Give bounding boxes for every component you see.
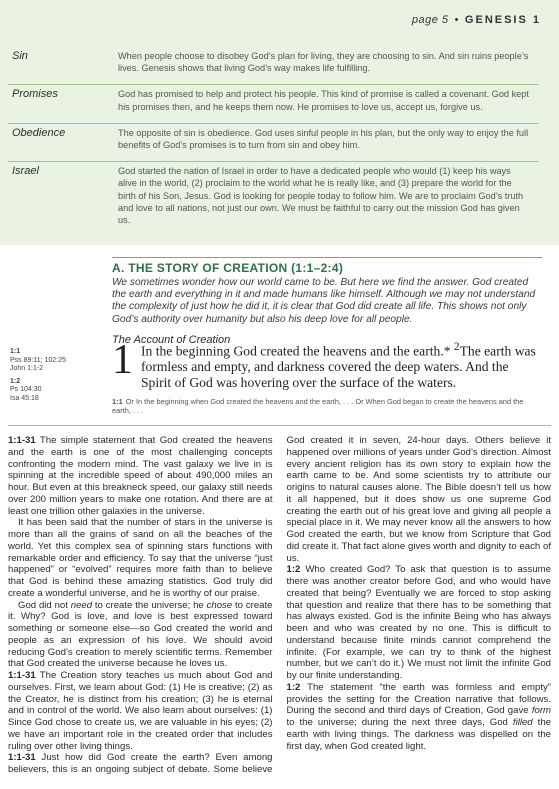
cross-reference — [10, 378, 100, 404]
verse-1: In the beginning God created the heavens and the earth.* — [141, 343, 454, 359]
emphasis: need — [70, 599, 93, 611]
page-number: page 5 — [411, 14, 449, 26]
theme-name: Obedience — [8, 123, 114, 155]
note-text: to create the universe; he — [92, 599, 207, 611]
footnote-text: Or In the beginning when God created the heavens and the earth, . . . Or When God began to create the heavens and the earth, . . . — [112, 397, 524, 415]
cross-references — [10, 348, 100, 408]
ref-verse: 1:1 — [10, 348, 21, 355]
note-text: The statement “the earth was formless and empty” provides the setting for the Creation narrative that follows. During the second and third days of Creation, God gave — [286, 681, 551, 717]
theme-row — [8, 161, 538, 230]
emphasis: chose — [206, 599, 233, 611]
theme-row — [8, 84, 538, 116]
page-header — [412, 14, 541, 26]
chapter-number: 1 — [112, 337, 133, 383]
study-note — [287, 682, 552, 753]
note-reference: 1:1-31 — [8, 435, 36, 446]
note-text: Who created God? To ask that question is to assume there was another creator before God, and who would have created that being? Eventually we are forced to stop asking that question and realize that there has to be something that has always existed. God is the infinite Being who has always been and who was created by no one. This is difficult to understand because finite minds cannot comprehend the infinite. (For example, we can try to think of the highest number, but we can’t do it.) We must not limit the infinite God by our finite understanding. — [286, 564, 551, 681]
cross-reference — [10, 348, 100, 374]
note-text: to the universe; during the next three days, God — [286, 717, 513, 728]
theme-description: When people choose to disobey God’s plan for living, they are choosing to sin. And sin ruins people’s lives. Genesis shows that living God’s way makes life fulfilling. — [118, 51, 529, 74]
header-separator: • — [454, 14, 459, 26]
section-heading: A. THE STORY OF CREATION (1:1–2:4) — [112, 257, 542, 275]
theme-name: Sin — [12, 50, 28, 62]
emphasis: filled — [512, 717, 533, 728]
study-note-paragraph: It has been said that the number of stars in the universe is more than all the grains of sand on all the beaches of the world. Yet this complex sea of spinning stars functions with remarkable order and efficiency. To say that the universe “just happened” or “evolved” requires more faith than to believe that God is behind these amazing statistics. God truly did create a wonderful universe, and he is worthy of our praise. — [8, 517, 273, 599]
ref-line: Isa 45:18 — [10, 394, 39, 402]
ref-line: Pss 89:11; 102:25 — [10, 356, 66, 364]
note-reference: 1:1-31 — [8, 752, 36, 764]
note-text: Just how did God create the earth? Even among believers, this is an ongoing subject of debate. Some believe God created it in seven, 24-hour days. Others believe it happened over millions of years under God’s direction. Almost every ancient religion has its own story to explain how the earth came to be. And some scientists try to attribute our origins to natural causes alone. The Bible doesn’t tell us how it all happened, but it does show us one supreme God creating the earth out of his great love and giving all people a special place in it. We may never know all the answers to how God created the earth, but we know from Scripture that God did create it. That fact alone gives worth and dignity to each of us. — [8, 435, 551, 775]
ref-verse: 1:2 — [10, 377, 21, 385]
study-note-paragraph — [8, 600, 273, 671]
section-divider — [8, 425, 551, 426]
note-reference: 1:1-31 — [8, 670, 36, 681]
theme-name: Promises — [8, 84, 114, 116]
book-title: GENESIS 1 — [464, 14, 541, 26]
note-text: to create it. Why? God is love, and love is best expressed toward something or someone else—so God created the world and people as an expression of his love. We should avoid reducing God’s creation to merely scientific terms. Remember that God created the universe because he loves us. — [8, 599, 273, 670]
footnote-verse: 1:1 — [112, 397, 123, 406]
theme-row — [8, 47, 538, 78]
study-note — [8, 670, 273, 752]
ref-line: John 1:1-2 — [10, 365, 44, 373]
theme-description: The opposite of sin is obedience. God uses sinful people in his plan, but the only way to enjoy the full benefits of God’s promises is to turn from sin and obey him. — [114, 123, 538, 155]
themes-table — [8, 47, 538, 236]
verse-2: The earth was formless and empty, and darkness covered the deep waters. And the Spirit of God was hovering over the surface of the waters. — [141, 343, 536, 390]
theme-description: God has promised to help and protect his people. This kind of promise is called a covenant. God kept his promises then, and he keeps them now. He promises to love us, accept us, forgive us. — [114, 84, 538, 116]
study-note — [8, 435, 273, 517]
footnote — [112, 397, 532, 415]
theme-row — [8, 123, 538, 155]
section-intro — [112, 257, 542, 349]
note-text: The simple statement that God created the heavens and the earth is one of the most challenging concepts confronting the modern mind. The vast galaxy we live in is spinning at the incredible speed of about 490,000 miles an hour. But even at this breakneck speed, our galaxy still needs over 200 million years to make one rotation. And there are at least one trillion other galaxies in the universe. — [8, 435, 273, 517]
emphasis: form — [531, 705, 551, 717]
note-text: the earth with living things. The darkness was dispelled on the first day, when God created light. — [286, 717, 551, 752]
study-note — [287, 564, 552, 682]
theme-description: God started the nation of Israel in order to have a dedicated people who would (1) keep his ways alive in the world, (2) proclaim to the world what he is really like, and (3) prepare the world for the birth of his Son, Jesus. God is looking for people today to follow him. We are to proclaim God’s truth and love to all nations, not just our own. We must be faithful to carry out the mission God has given us. — [114, 161, 538, 230]
commentary-notes — [8, 435, 551, 776]
verse-number: 2 — [453, 341, 460, 353]
ref-line: Ps 104:30 — [10, 386, 42, 394]
subheading: The Account of Creation — [112, 333, 231, 346]
theme-name: Israel — [8, 161, 114, 230]
note-text: God did not — [18, 599, 71, 611]
note-reference: 1:2 — [286, 564, 301, 576]
note-text: The Creation story teaches us much about God and ourselves. First, we learn about God: (1) He is creative; (2) as the Creator, he is distinct from his creation; (3) he is eternal and in control of the world. We also learn about ourselves: (1) Since God chose to create us, we are valuable in his eyes; (2) we have an important role in the created order that includes ruling over other living things. — [8, 670, 273, 752]
note-reference: 1:2 — [286, 681, 301, 693]
section-intro-text: We sometimes wonder how our world came to be. But here we find the answer. God created the earth and everything in it and made humans like himself. Although we may not understand the complexity of just how he did it, it is clear that God did create all life. This shows not only God’s authority over humanity but also his deep love for all people. — [112, 277, 536, 325]
